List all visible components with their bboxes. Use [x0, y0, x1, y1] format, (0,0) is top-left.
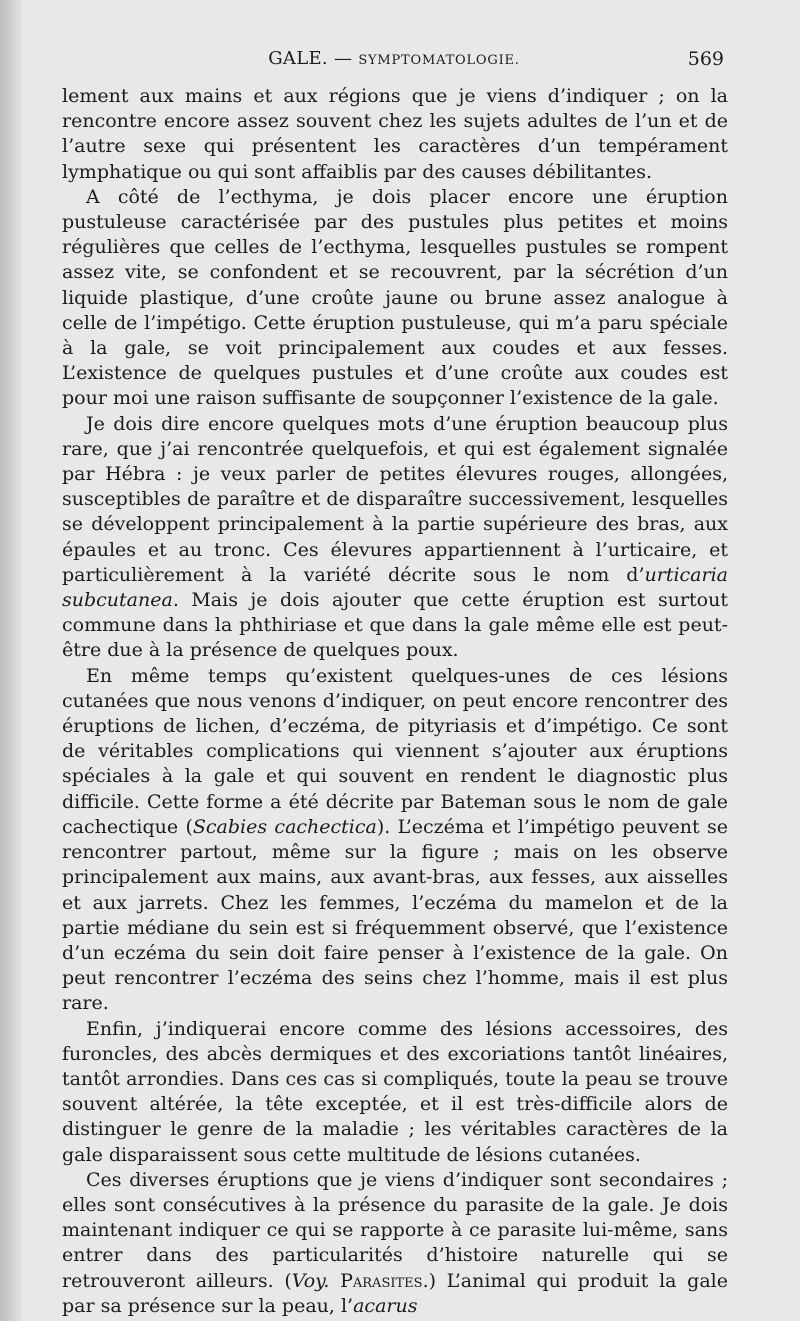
page-header — [60, 44, 728, 76]
paragraph-6-italic-ref: Voy. — [291, 1269, 330, 1292]
paragraph-3-text-before: Je dois dire encore quelques mots d’une éruption beaucoup plus rare, que j’ai rencontrée quelquefois, et qui est également signalée par Hébra : je veux parler de petites élevures rouges, allongées, susceptibles de paraître et de disparaître successivement, lesquelles se développent principalement à la partie supérieure des bras, aux épaules et au tronc. Ces élevures appartiennent à l’urticaire, et particulièrement à la variété décrite sous le nom d’ — [62, 412, 728, 586]
paragraph-6-italic-end: acarus — [353, 1294, 418, 1317]
paragraph-3 — [62, 412, 728, 664]
paragraph-5 — [62, 1017, 728, 1168]
paragraph-4-text-after: ). L’eczéma et l’impétigo peuvent se rencontrer partout, même sur la figure ; mais on les observe principalement aux mains, aux avant-bras, aux fesses, aux aisselles et aux jarrets. Chez les femmes, l’eczéma du mamelon et de la partie médiane du sein est si fréquemment observé, que l’existence d’un eczéma du sein doit faire penser à l’existence de la gale. On peut rencontrer l’eczéma des seins chez l’homme, mais il est plus rare. — [62, 815, 728, 1015]
page-number: 569 — [687, 48, 724, 70]
paragraph-1 — [62, 84, 728, 185]
paragraph-6-text-before: Ces diverses éruptions que je viens d’indiquer sont secondaires ; elles sont consécutives à la présence du parasite de la gale. Je dois maintenant indiquer ce qui se rapporte à ce parasite lui-même, sans entrer dans des particularités d’histoire naturelle qui se retrouveront ailleurs. ( — [62, 1168, 728, 1292]
running-head-title: GALE. — [268, 48, 328, 69]
paragraph-5-text: Enfin, j’indiquerai encore comme des lésions accessoires, des furoncles, des abcès dermiques et des excoriations tantôt linéaires, tantôt arrondies. Dans ces cas si compliqués, toute la peau se trouve souvent altérée, la tête exceptée, et il est très-difficile alors de distinguer le genre de la maladie ; les véritables caractères de la gale disparaissent sous cette multitude de lésions cutanées. — [62, 1017, 728, 1166]
running-head-dash: — — [333, 48, 353, 69]
paragraph-3-italic-term: urticaria subcutanea — [62, 563, 728, 612]
paragraph-4-text-before: En même temps qu’existent quelques-unes de ces lésions cutanées que nous venons d’indiquer, on peut encore rencontrer des éruptions de lichen, d’eczéma, de pityriasis et d’impétigo. Ce sont de véritables complications qui viennent s’ajouter aux éruptions spéciales à la gale et qui souvent en rendent le diagnostic plus difficile. Cette forme a été décrite par Bateman sous le nom de gale cachectique ( — [62, 664, 728, 838]
running-head — [60, 48, 728, 69]
body-text — [62, 84, 728, 1319]
paragraph-3-text-after: . Mais je dois ajouter que cette éruption est surtout commune dans la phthiriase et que dans la gale même elle est peut-être due à la présence de quelques poux. — [62, 589, 728, 662]
paragraph-4 — [62, 664, 728, 1017]
paragraph-6 — [62, 1168, 728, 1319]
paragraph-4-italic-term: Scabies cachectica — [192, 815, 377, 838]
paragraph-2-text: A côté de l’ecthyma, je dois placer encore une éruption pustuleuse caractérisée par des pustules plus petites et moins régulières que celles de l’ecthyma, lesquelles pustules se rompent assez vite, se confondent et se recouvrent, par la sécrétion d’un liquide plastique, d’une croûte jaune ou brune assez analogue à celle de l’impétigo. Cette éruption pustuleuse, qui m’a paru spéciale à la gale, se voit principalement aux coudes et aux fesses. L’existence de quelques pustules et d’une croûte aux coudes est pour moi une raison suffisante de soupçonner l’existence de la gale. — [62, 185, 728, 410]
paragraph-6-text-after: .) L’animal qui produit la gale par sa présence sur la peau, l’ — [62, 1269, 728, 1317]
page-gutter-shadow — [0, 0, 22, 1321]
paragraph-2 — [62, 185, 728, 412]
running-head-subtitle: SYMPTOMATOLOGIE. — [358, 53, 520, 68]
paragraph-6-small-caps-ref: Parasites — [340, 1269, 423, 1292]
paragraph-1-text: lement aux mains et aux régions que je viens d’indiquer ; on la rencontre encore assez souvent chez les sujets adultes de l’un et de l’autre sexe qui présentent les caractères d’un tempérament lymphatique ou qui sont affaiblis par des causes débilitantes. — [62, 85, 728, 183]
